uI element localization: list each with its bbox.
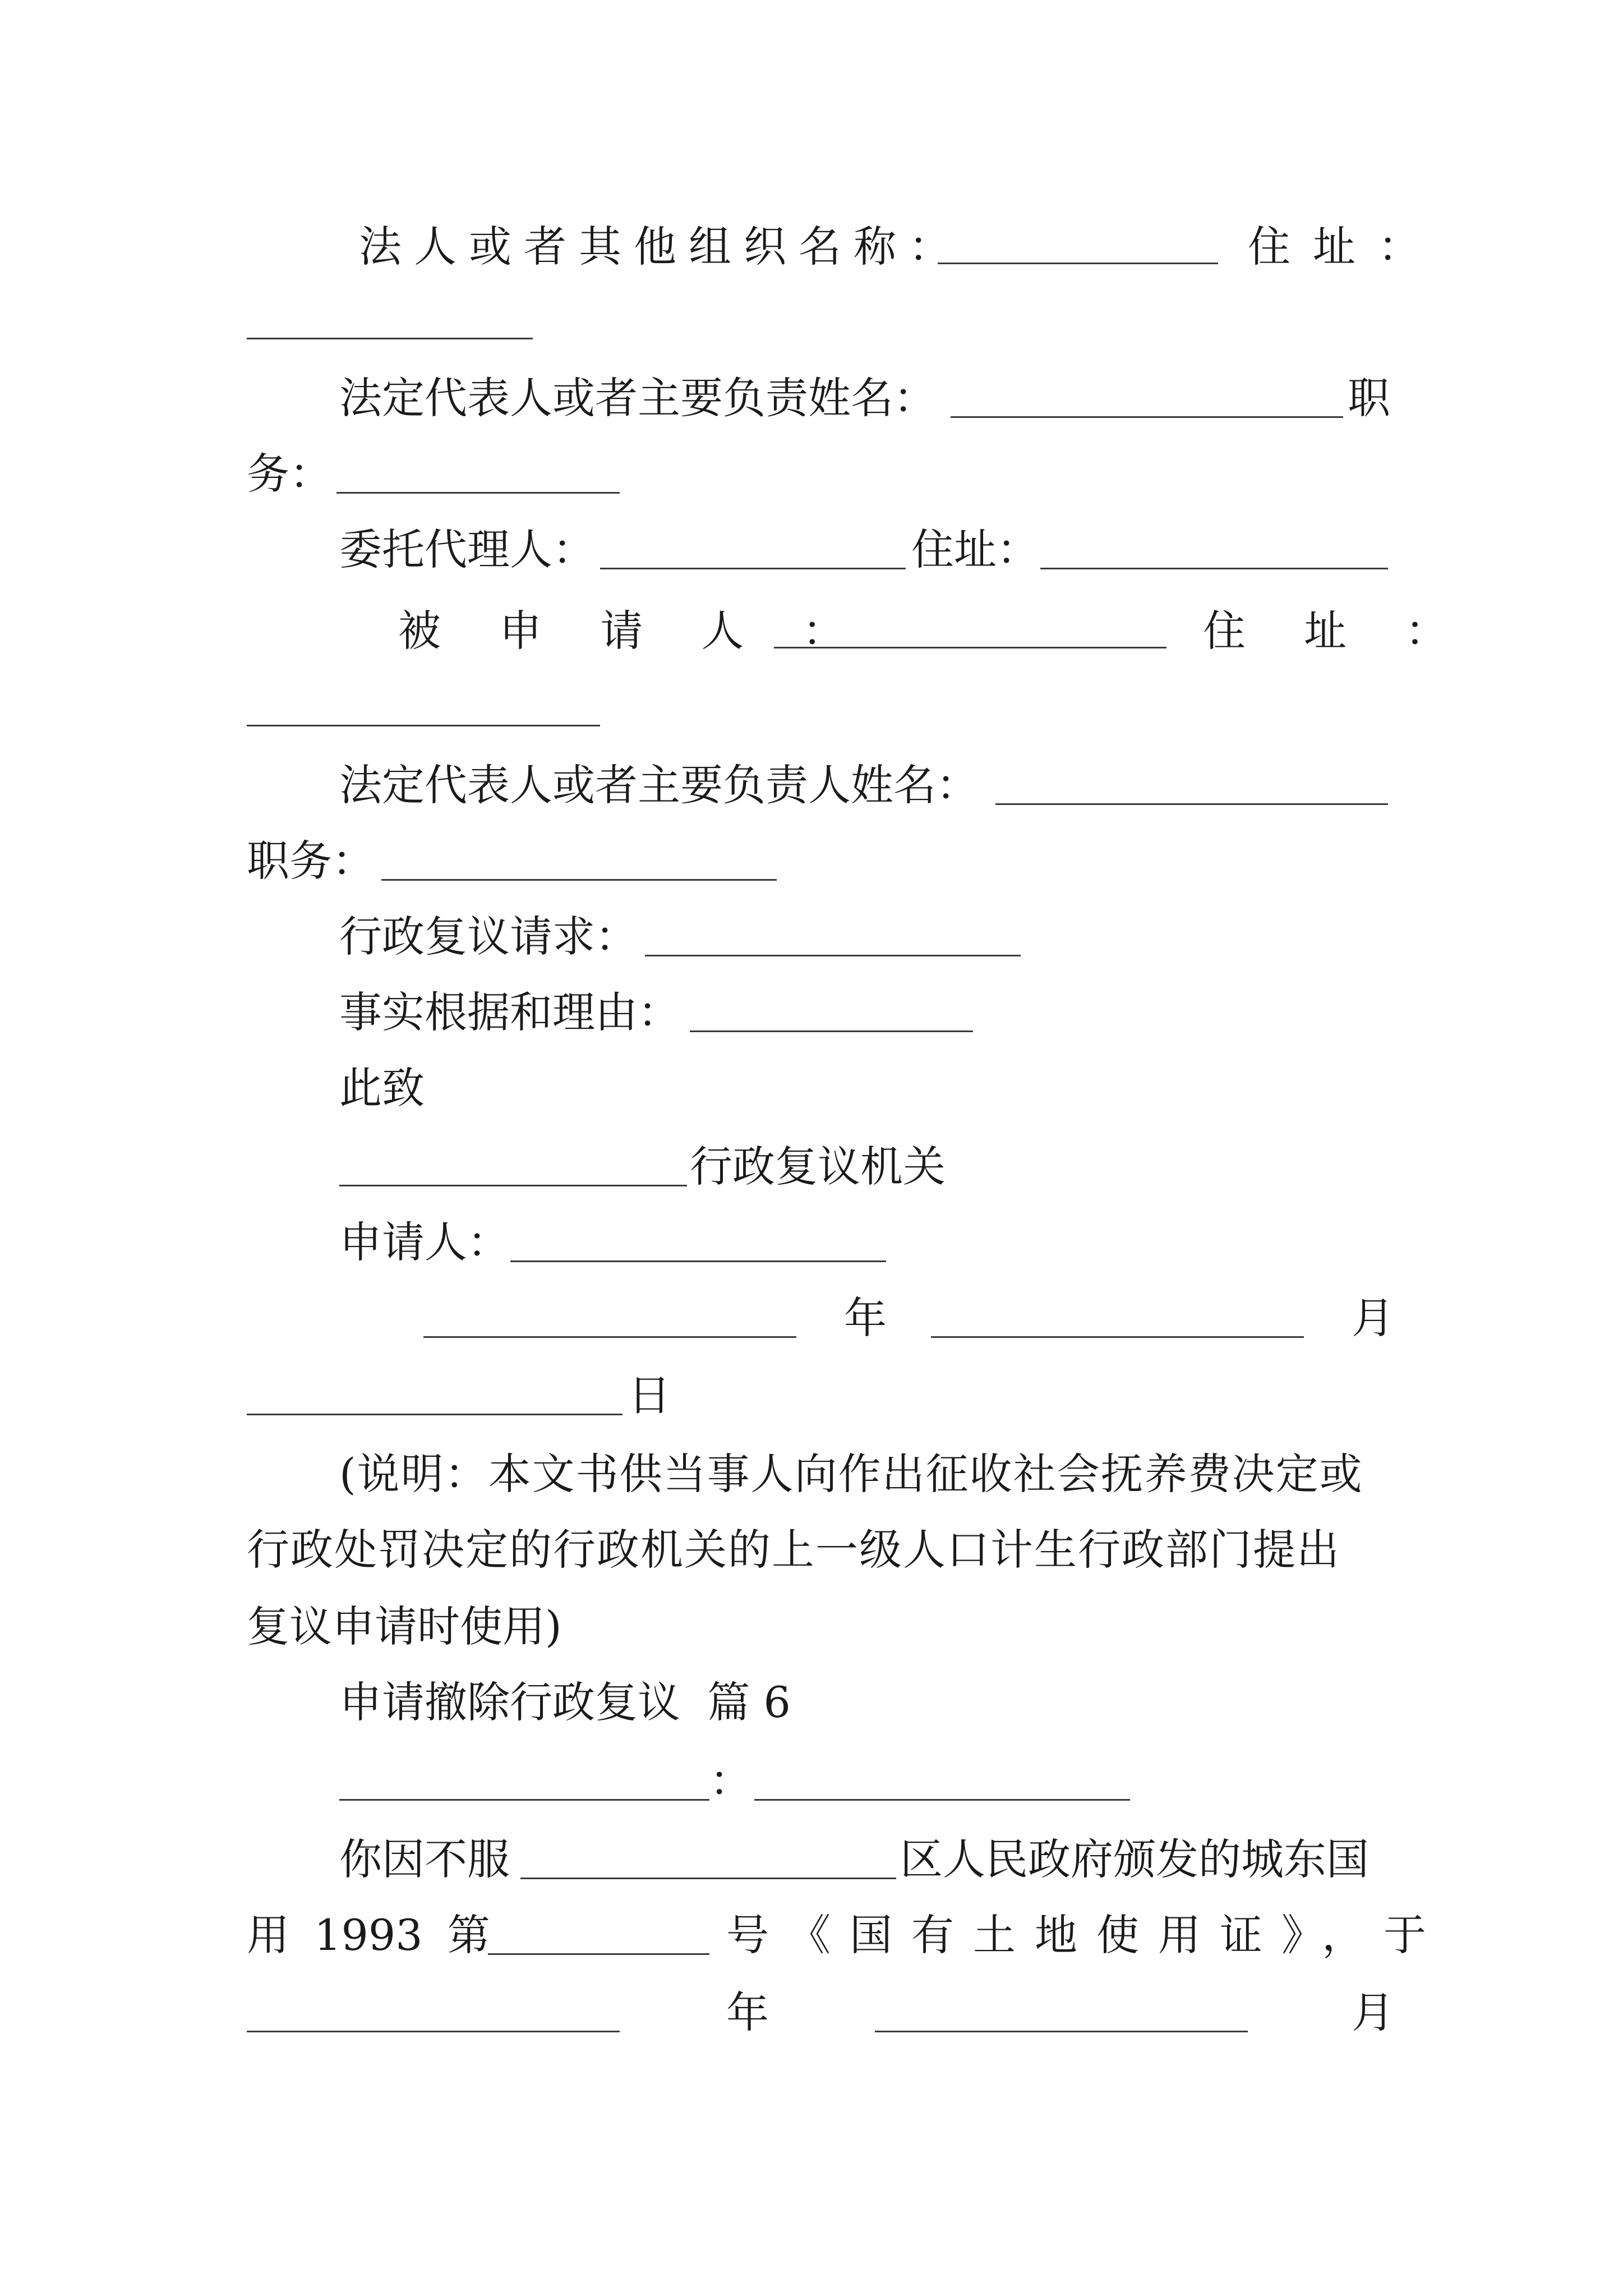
para-line-1	[0, 1832, 1623, 1888]
note-line-2	[0, 1522, 1623, 1578]
para-middle: 区人民政府颁发的城东国	[900, 1834, 1369, 1884]
salutation: 此致	[339, 1063, 425, 1113]
para-line2-prefix: 用 1993 第	[247, 1910, 490, 1960]
para-blank-1	[520, 1878, 896, 1879]
legal-rep-line	[0, 370, 1623, 426]
org-address-blank-line	[0, 292, 1623, 348]
year-label: 年	[844, 1293, 887, 1343]
month-label: 月	[1352, 1293, 1394, 1343]
para-line2-suffix: 号《国有土地使用证》，于	[726, 1910, 1445, 1960]
para-year-blank	[247, 2031, 620, 2032]
agent-blank	[600, 568, 906, 569]
respondent-rep-blank	[995, 803, 1388, 805]
addressee-colon: ：	[709, 1756, 752, 1806]
respondent-address-blank	[247, 725, 600, 726]
day-line	[0, 1368, 1623, 1424]
applicant-label: 申请人：	[339, 1217, 510, 1267]
note-line-1	[0, 1446, 1623, 1502]
para-year-label: 年	[726, 1987, 769, 2037]
agent-address-label: 住址：	[911, 524, 1039, 574]
day-blank	[247, 1414, 623, 1415]
org-address-blank	[247, 338, 533, 339]
respondent-rep-label: 法定代表人或者主要负责人姓名：	[339, 760, 979, 810]
para-blank-2	[488, 1953, 709, 1955]
agent-label: 委托代理人：	[339, 524, 595, 574]
applicant-blank	[510, 1260, 886, 1262]
date-line	[0, 1290, 1623, 1346]
org-address-label: 住址：	[1248, 222, 1443, 272]
applicant-line	[0, 1214, 1623, 1271]
org-name-blank	[938, 263, 1218, 264]
org-name-label: 法人或者其他组织名称：	[359, 222, 963, 272]
position-blank	[336, 492, 620, 494]
request-label: 行政复议请求：	[339, 912, 638, 961]
position-line	[0, 446, 1623, 502]
request-blank	[645, 955, 1021, 956]
organ-label: 行政复议机关	[690, 1142, 946, 1191]
day-label: 日	[628, 1370, 671, 1420]
respondent-position-blank	[381, 879, 777, 881]
position-label-part2: 务：	[247, 449, 332, 499]
para-prefix: 你因不服	[339, 1834, 510, 1884]
respondent-position-line	[0, 833, 1623, 889]
respondent-rep-line	[0, 757, 1623, 813]
respondent-line	[0, 603, 1623, 659]
legal-rep-label: 法定代表人或者主要负责姓名：	[339, 373, 936, 423]
section-title: 申请撤除行政复议 篇 6	[339, 1677, 791, 1727]
request-line	[0, 909, 1623, 965]
position-label-part1: 职	[1348, 373, 1390, 423]
org-name-line	[0, 219, 1623, 275]
legal-rep-blank	[951, 416, 1343, 418]
year-blank	[423, 1336, 796, 1338]
respondent-position-label: 职务：	[247, 836, 375, 886]
salutation-line	[0, 1060, 1623, 1116]
note-text-2: 行政处罚决定的行政机关的上一级人口计生行政部门提出	[247, 1525, 1340, 1575]
respondent-address-label: 住 址 ：	[1203, 606, 1470, 656]
addressee-line	[0, 1753, 1623, 1809]
para-month-label: 月	[1352, 1987, 1394, 2037]
facts-line	[0, 984, 1623, 1041]
para-line-2	[0, 1907, 1623, 1963]
section-title-line	[0, 1674, 1623, 1731]
organ-line	[0, 1139, 1623, 1195]
organ-blank	[339, 1185, 687, 1186]
respondent-blank	[774, 647, 1166, 648]
note-line-3	[0, 1599, 1623, 1655]
addressee-blank-1	[339, 1799, 709, 1801]
para-month-blank	[875, 2031, 1248, 2032]
respondent-label: 被 申 请 人 ：	[398, 606, 868, 656]
month-blank	[931, 1336, 1304, 1338]
facts-blank	[690, 1030, 973, 1032]
note-text-3: 复议申请时使用)	[247, 1602, 562, 1651]
agent-line	[0, 522, 1623, 578]
agent-address-blank	[1040, 568, 1388, 569]
addressee-blank-2	[754, 1799, 1130, 1801]
facts-label: 事实根据和理由：	[339, 987, 680, 1037]
note-text-1: (说明：本文书供当事人向作出征收社会抚养费决定或	[339, 1449, 1363, 1499]
respondent-address-blank-line	[0, 679, 1623, 735]
para-line-3	[0, 1985, 1623, 2041]
